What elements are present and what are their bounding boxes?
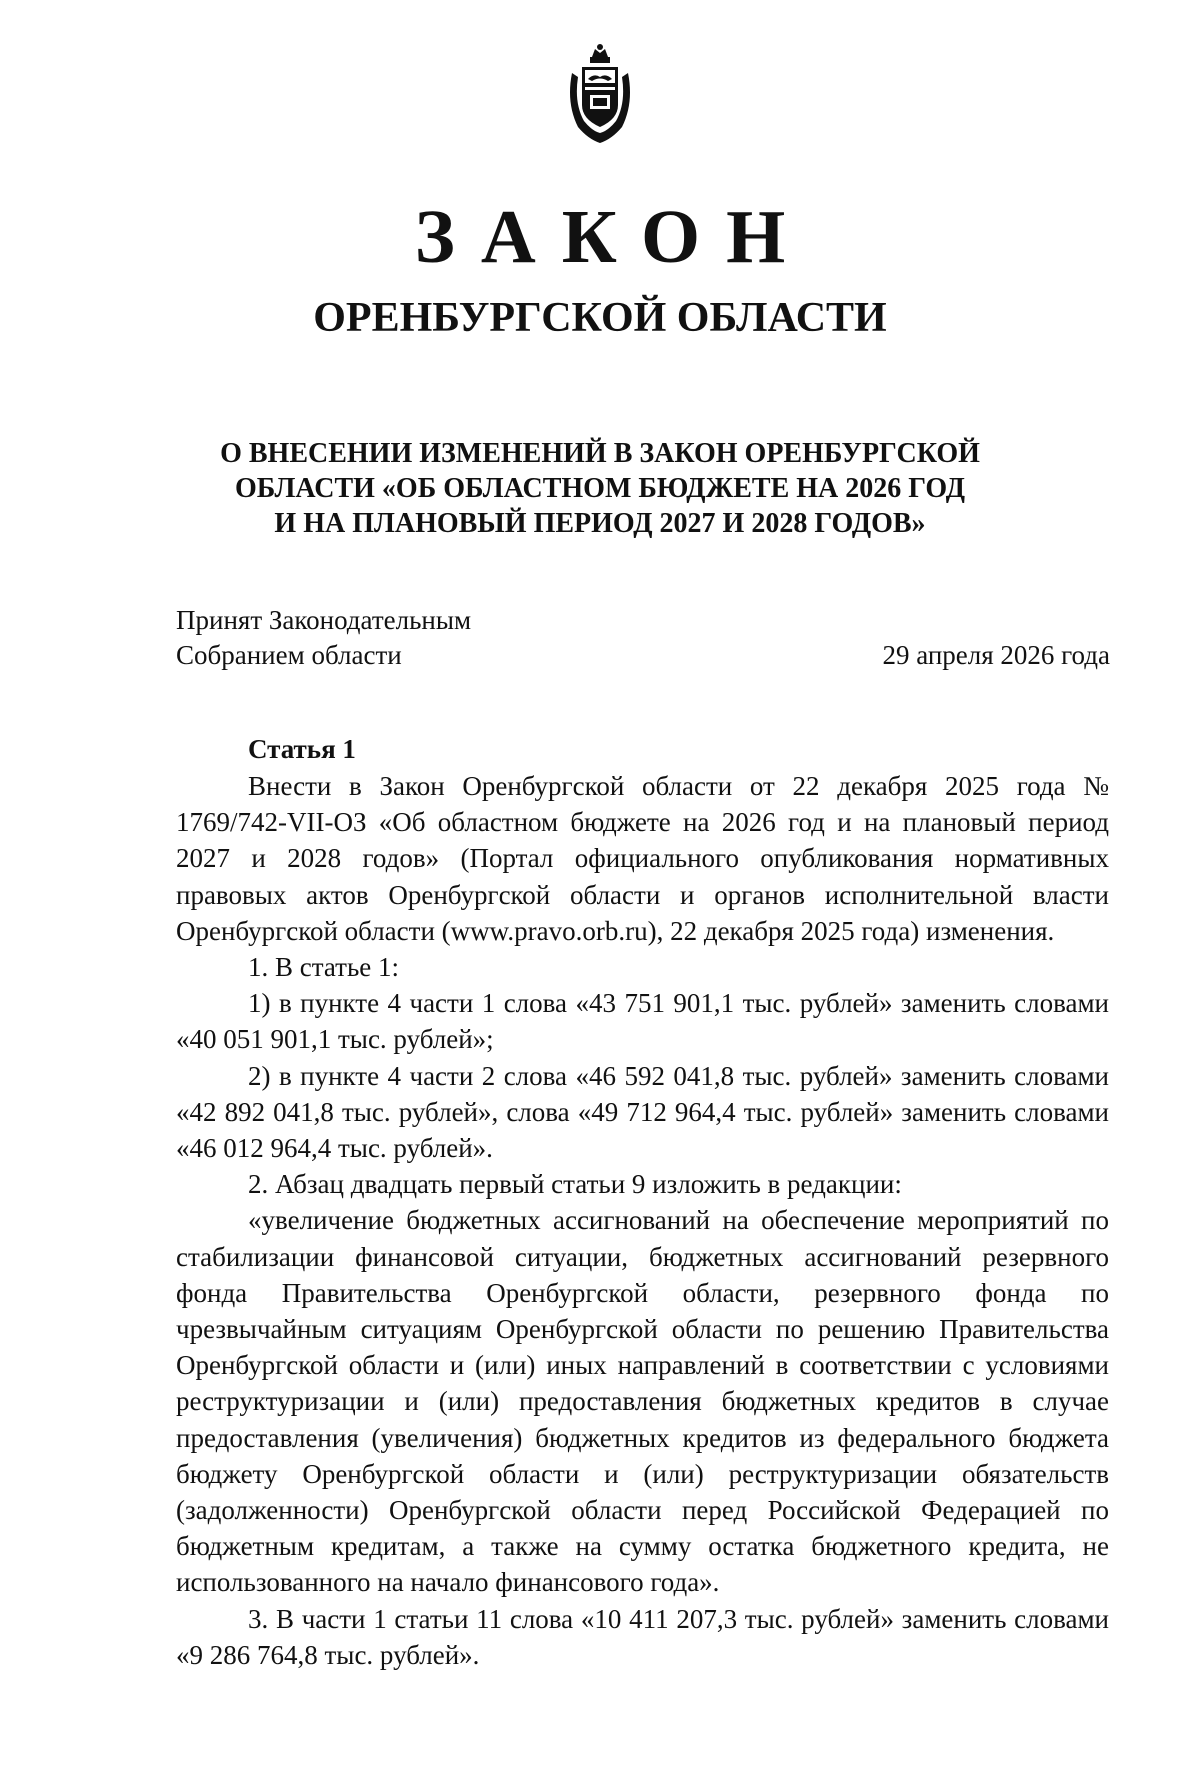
article-paragraph: 2. Абзац двадцать первый статьи 9 изложить в редакции:	[248, 1169, 902, 1200]
adoption-line: Принят Законодательным	[176, 605, 472, 635]
article-paragraph: Внести в Закон Оренбургской области от 22 декабря 2025 года № 1769/742-VII-ОЗ «Об областном бюджете на 2026 год и на плановый период 2027 и 2028 годов» (Портал официального опубликования нормативных правовых актов Оренбургской области и органов исполнительной власти Оренбургской области (www.pravo.orb.ru), 22 декабря 2025 года) изменения.	[176, 771, 1109, 946]
subject-line: И НА ПЛАНОВЫЙ ПЕРИОД 2027 И 2028 ГОДОВ»	[274, 508, 926, 539]
subject-line: ОБЛАСТИ «ОБ ОБЛАСТНОМ БЮДЖЕТЕ НА 2026 ГОД	[234, 473, 966, 504]
article-paragraph: 1) в пункте 4 части 1 слова «43 751 901,1 тыс. рублей» заменить словами «40 051 901,1 тыс. рублей»;	[176, 988, 1109, 1055]
adoption-note	[176, 603, 471, 673]
article-paragraph: 2) в пункте 4 части 2 слова «46 592 041,8 тыс. рублей» заменить словами «42 892 041,8 тыс. рублей», слова «49 712 964,4 тыс. рублей» заменить словами «46 012 964,4 тыс. рублей».	[176, 1060, 1109, 1164]
article-paragraph: «увеличение бюджетных ассигнований на обеспечение мероприятий по стабилизации финансовой ситуации, бюджетных ассигнований резервного фонда Правительства Оренбургской области, резервного фонда по чрезвычайным ситуациям Оренбургской области по решению Правительства Оренбургской области и (или) иных направлений в соответствии с условиями реструктуризации и (или) предоставления бюджетных кредитов в случае предоставления (увеличения) бюджетных кредитов из федерального бюджета бюджету Оренбургской области и (или) реструктуризации обязательств (задолженности) Оренбургской области перед Российской Федерацией по бюджетным кредитам, а также на сумму остатка бюджетного кредита, не использованного на начало финансового года».	[176, 1205, 1109, 1598]
article-paragraph: 3. В части 1 статьи 11 слова «10 411 207,3 тыс. рублей» заменить словами «9 286 764,8 тыс. рублей».	[176, 1603, 1109, 1670]
article-paragraph: 1. В статье 1:	[248, 952, 400, 983]
law-subject-title	[200, 436, 1000, 541]
coat-of-arms-icon	[564, 43, 636, 147]
subject-line: О ВНЕСЕНИИ ИЗМЕНЕНИЙ В ЗАКОН ОРЕНБУРГСКОЙ	[220, 438, 980, 469]
article-heading: Статья 1	[248, 734, 356, 764]
adoption-date: 29 апреля 2026 года	[882, 640, 1110, 670]
law-title: ЗАКОН	[414, 195, 812, 279]
adoption-line: Собранием области	[176, 640, 402, 670]
region-title: ОРЕНБУРГСКОЙ ОБЛАСТИ	[313, 295, 887, 341]
article-body	[176, 768, 1109, 1673]
